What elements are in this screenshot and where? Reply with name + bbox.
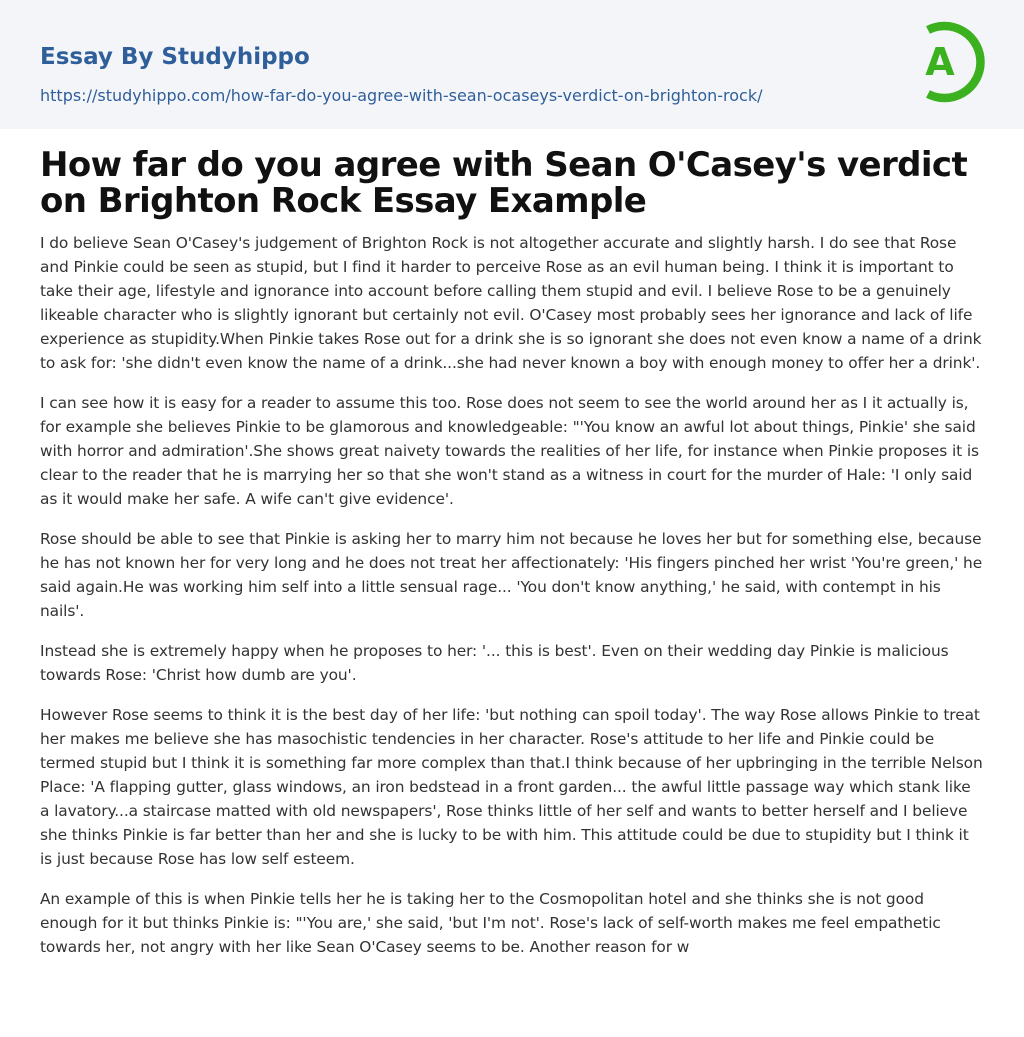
- article-paragraph: However Rose seems to think it is the best day of her life: 'but nothing can spoil today'. The way Rose allows Pinkie to treat her makes me believe she has masochistic tendencies in her character. Rose's attitude to her life and Pinkie could be termed stupid but I think it is something far more complex than that.I think because of her upbringing in the terrible Nelson Place: 'A flapping gutter, glass windows, an iron bedstead in a front garden... the awful little passage way which stank like a lavatory...a staircase matted with old newspapers', Rose thinks little of her self and wants to better herself and I believe she thinks Pinkie is far better than her and she is lucky to be with him. This attitude could be due to stupidity but I think it is just because Rose has low self esteem.: [40, 706, 983, 868]
- article-title: How far do you agree with Sean O'Casey's verdict on Brighton Rock Essay Example: [40, 145, 968, 221]
- article-paragraph: Instead she is extremely happy when he proposes to her: '... this is best'. Even on their wedding day Pinkie is malicious towards Rose: 'Christ how dumb are you'.: [40, 642, 949, 684]
- site-brand[interactable]: Essay By Studyhippo: [40, 44, 310, 70]
- source-url-link[interactable]: https://studyhippo.com/how-far-do-you-agree-with-sean-ocaseys-verdict-on-brighton-rock/: [40, 86, 763, 105]
- article-paragraph: An example of this is when Pinkie tells her he is taking her to the Cosmopolitan hotel and she thinks she is not good enough for it but thinks Pinkie is: "'You are,' she said, 'but I'm not'. Rose's lack of self-worth makes me feel empathetic towards her, not angry with her like Sean O'Casey seems to be. Another reason for w: [40, 890, 941, 956]
- site-header: [0, 0, 1024, 129]
- article-paragraph: I do believe Sean O'Casey's judgement of Brighton Rock is not altogether accurate and slightly harsh. I do see that Rose and Pinkie could be seen as stupid, but I find it harder to perceive Rose as an evil human being. I think it is important to take their age, lifestyle and ignorance into account before calling them stupid and evil. I believe Rose to be a genuinely likeable character who is slightly ignorant but certainly not evil. O'Casey most probably sees her ignorance and lack of life experience as stupidity.When Pinkie takes Rose out for a drink she is so ignorant she does not even know a name of a drink to ask for: 'she didn't even know the name of a drink...she had never known a boy with enough money to offer her a drink'.: [40, 234, 982, 372]
- logo-letter: A: [925, 40, 955, 84]
- article-paragraph: I can see how it is easy for a reader to assume this too. Rose does not seem to see the world around her as I it actually is, for example she believes Pinkie to be glamorous and knowledgeable: "'You know an awful lot about things, Pinkie' she said with horror and admiration'.She shows great naivety towards the realities of her life, for instance when Pinkie proposes it is clear to the reader that he is marrying her so that she won't stand as a witness in court for the murder of Hale: 'I only said as it would make her safe. A wife can't give evidence'.: [40, 394, 979, 508]
- article-paragraph: Rose should be able to see that Pinkie is asking her to marry him not because he loves her but for something else, because he has not known her for very long and he does not treat her affectionately: 'His fingers pinched her wrist 'You're green,' he said again.He was working him self into a little sensual rage... 'You don't know anything,' he said, with contempt in his nails'.: [40, 530, 983, 620]
- article: [0, 129, 1024, 959]
- studyhippo-logo-icon[interactable]: [912, 20, 986, 104]
